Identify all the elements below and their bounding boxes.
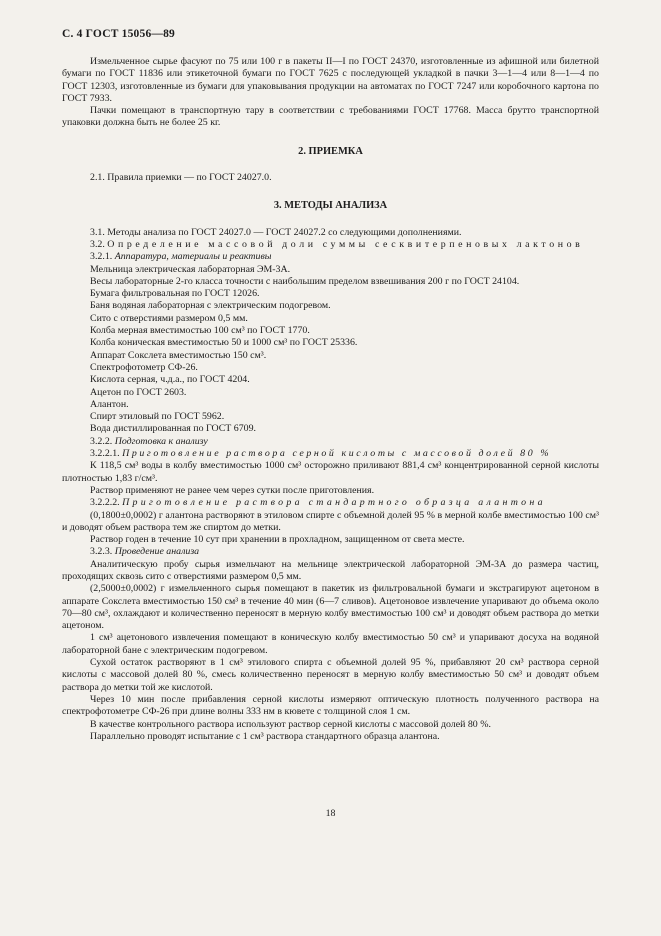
list-item: Кислота серная, ч.д.а., по ГОСТ 4204. (90, 374, 250, 386)
paragraph: Аналитическую пробу сырья измельчают на мельнице электрической лабораторной ЭМ-3А до размера частиц, проходящих сквозь сито с отверстиями размером 0,5 мм. (62, 558, 599, 582)
paragraph: Измельченное сырье фасуют по 75 или 100 г в пакеты II—I по ГОСТ 24370, изготовленные из афишной или билетной бумаги по ГОСТ 11836 или этикеточной бумаги по ГОСТ 7625 с последующей укладкой в пачки 3—1—4 или 8—1—4 по ГОСТ 12303, изготовленные из бумаги для упаковывания продукции на автоматах по ГОСТ 7247 или коробочного картона по ГОСТ 7933. (62, 56, 599, 104)
clause-title: Аппаратура, материалы и реактивы (114, 251, 272, 263)
paragraph: Пачки помещают в транспортную тару в соответствии с требованиями ГОСТ 17768. Масса брутто транспортной упаковки должна быть не более 25 кг. (62, 105, 599, 129)
clause-heading (62, 448, 599, 460)
clause-title: Проведение анализа (114, 546, 200, 558)
clause-title: Подготовка к анализу (114, 435, 208, 447)
list-item: Весы лабораторные 2-го класса точности с наибольшим пределом взвешивания 200 г по ГОСТ 24104. (90, 275, 520, 287)
clause-heading (62, 546, 599, 558)
clause-heading (62, 497, 599, 509)
list-item: Баня водяная лабораторная с электрическим подогревом. (90, 300, 331, 312)
list-item: Бумага фильтровальная по ГОСТ 12026. (90, 288, 260, 300)
paragraph: Параллельно проводят испытание с 1 см³ раствора стандартного образца алантона. (90, 730, 440, 742)
paragraph: В качестве контрольного раствора используют раствор серной кислоты с массовой долей 80 %. (90, 718, 491, 730)
paragraph: 1 см³ ацетонового извлечения помещают в коническую колбу вместимостью 50 см³ и упаривают досуха на водяной лабораторной бане с электрическим подогревом. (62, 632, 599, 656)
paragraph: Сухой остаток растворяют в 1 см³ этилового спирта с объемной долей 95 %, прибавляют 20 см³ раствора серной кислоты с массовой долей 80 %, смесь количественно переносят в мерную колбу вместимостью 50 см³ и доводят объем раствора до метки той же кислотой. (62, 657, 599, 693)
list-item: Колба мерная вместимостью 100 см³ по ГОСТ 1770. (90, 325, 310, 337)
clause-title: Определение массовой доли суммы сесквитерпеновых лактонов (107, 238, 584, 250)
clause-number: 3.2.3. (90, 546, 113, 558)
page-number: 18 (325, 808, 336, 819)
paragraph: 3.1. Методы анализа по ГОСТ 24027.0 — ГОСТ 24027.2 со следующими дополнениями. (90, 226, 462, 238)
list-item: Сито с отверстиями размером 0,5 мм. (90, 312, 248, 324)
clause-number: 3.2.2.2. (90, 497, 120, 509)
list-item: Спирт этиловый по ГОСТ 5962. (90, 411, 225, 423)
paragraph: 2.1. Правила приемки — по ГОСТ 24027.0. (90, 172, 272, 184)
clause-number: 3.2.1. (90, 251, 113, 263)
list-item: Аппарат Сокслета вместимостью 150 см³. (90, 349, 267, 361)
list-item: Вода дистиллированная по ГОСТ 6709. (90, 423, 257, 435)
paragraph: Через 10 мин после прибавления серной кислоты измеряют оптическую плотность полученного раствора на спектрофотометре СФ-26 при длине волны 333 нм в кювете с толщиной слоя 1 см. (62, 693, 599, 718)
paragraph: (0,1800±0,0002) г алантона растворяют в этиловом спирте с объемной долей 95 % в мерной колбе вместимостью 100 см³ и доводят объем раствора тем же спиртом до метки. (62, 509, 599, 533)
list-item: Алантон. (90, 398, 129, 410)
clause-title: Приготовление раствора стандартного образца алантона (122, 497, 546, 509)
document-body (62, 56, 599, 743)
analysis-procedure (62, 559, 599, 743)
paragraph: (2,5000±0,0002) г измельченного сырья помещают в пакетик из фильтровальной бумаги и экстрагируют ацетоном в аппарате Сокслета вместимостью 150 см³ в течение 40 мин (6—7 сливов). Ацетоновое извлечение упаривают до объема около 70—80 см³, охлаждают и количественно переносят в мерную колбу вместимостью 100 см³ и доводят объем раствора до метки ацетоном. (62, 583, 599, 632)
paragraph: Раствор применяют не ранее чем через сутки после приготовления. (90, 484, 375, 496)
equipment-list (62, 264, 599, 436)
paragraph: Раствор годен в течение 10 сут при хранении в прохладном, защищенном от света месте. (90, 534, 465, 546)
list-item: Колба коническая вместимостью 50 и 1000 см³ по ГОСТ 25336. (90, 337, 358, 349)
list-item: Ацетон по ГОСТ 2603. (90, 386, 187, 398)
clause-title: Приготовление раствора серной кислоты с массовой долей 80 % (122, 448, 552, 460)
clause-heading (62, 251, 599, 263)
list-item: Спектрофотометр СФ-26. (90, 361, 198, 373)
clause-number: 3.2. (90, 238, 105, 250)
page-header: С. 4 ГОСТ 15056—89 (62, 28, 175, 40)
clause-number: 3.2.2. (90, 435, 113, 447)
list-item: Мельница электрическая лабораторная ЭМ-3А. (90, 263, 291, 275)
clause-heading (62, 436, 599, 448)
clause-number: 3.2.2.1. (90, 448, 120, 460)
paragraph: К 118,5 см³ воды в колбу вместимостью 1000 см³ осторожно приливают 881,4 см³ концентрированной серной кислоты плотностью 1,83 г/см³. (62, 460, 599, 484)
section-title: 3. МЕТОДЫ АНАЛИЗА (273, 200, 388, 212)
section-title: 2. ПРИЕМКА (298, 145, 363, 157)
clause-heading (62, 239, 599, 251)
